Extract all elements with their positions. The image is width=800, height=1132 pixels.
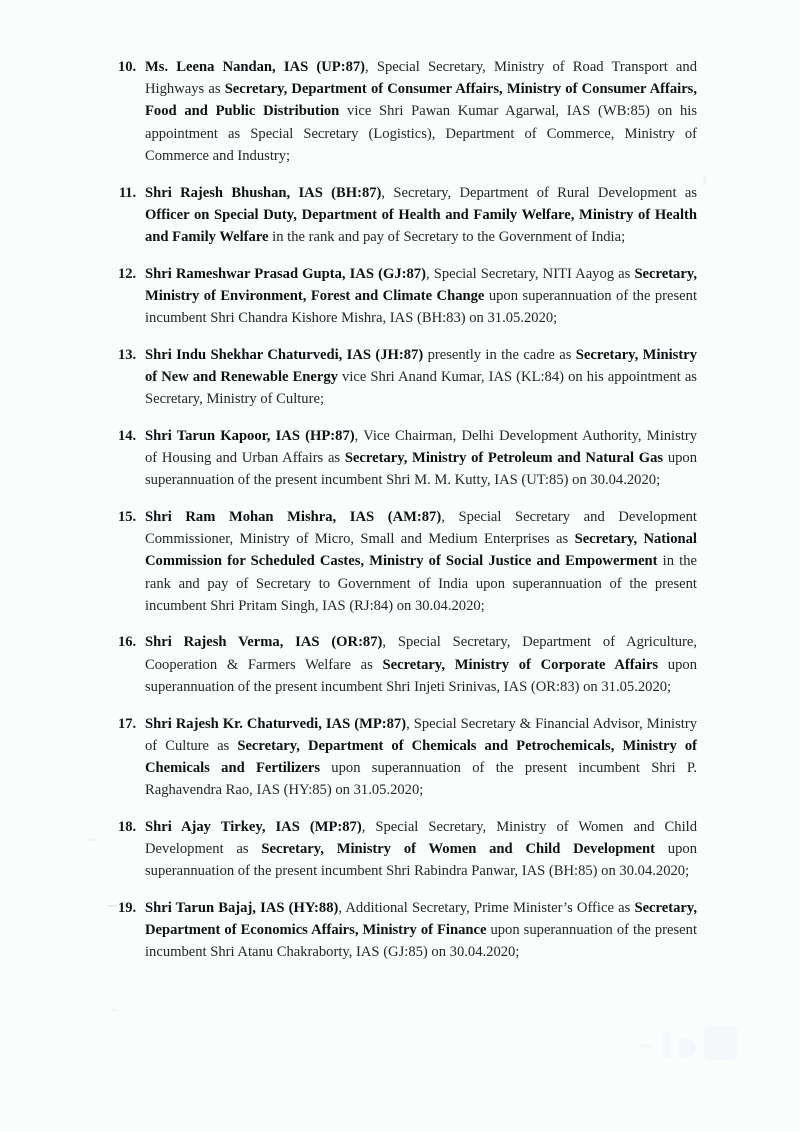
list-item-text: Shri Rameshwar Prasad Gupta, IAS (GJ:87), Special Secretary, NITI Aayog as Secretary, Ministry of Environment, Forest and Climate Change upon superannuation of the present incumbent Shri Chandra Kishore Mishra, IAS (BH:83) on 31.05.2020; — [145, 265, 698, 327]
list-item-number: 16. — [118, 634, 136, 651]
list-item — [113, 263, 697, 330]
list-item-number: 11. — [118, 184, 136, 201]
list-item-text: Shri Rajesh Kr. Chaturvedi, IAS (MP:87), Special Secretary & Financial Advisor, Ministry of Culture as Secretary, Department of Chemicals and Petrochemicals, Ministry of Chemicals and Fertilizers upon superannuation of the present incumbent Shri P. Raghavendra Rao, IAS (HY:85) on 31.05.2020; — [145, 715, 697, 799]
list-item — [113, 425, 697, 492]
scan-speck — [112, 1009, 117, 1011]
list-item-number: 19. — [118, 900, 136, 916]
list-item-text: Shri Indu Shekhar Chaturvedi, IAS (JH:87) presently in the cadre as Secretary, Ministry of New and Renewable Energy vice Shri Anand Kumar, IAS (KL:84) on his appointment as Secretary, Ministry of Culture; — [145, 346, 697, 408]
list-item-text: Shri Rajesh Verma, IAS (OR:87), Special Secretary, Department of Agriculture, Cooperation & Farmers Welfare as Secretary, Ministry of Corporate Affairs upon superannuation of the present incumbent Shri Injeti Srinivas, IAS (OR:83) on 31.05.2020; — [145, 634, 698, 695]
list-item-number: 17. — [118, 715, 136, 732]
list-item — [113, 506, 697, 617]
list-item — [113, 344, 697, 411]
list-item — [113, 631, 697, 698]
list-item — [113, 816, 697, 883]
list-item — [113, 713, 697, 802]
list-item-number: 18. — [118, 818, 136, 835]
list-item-number: 13. — [118, 346, 136, 363]
list-item — [113, 56, 697, 167]
scan-speck — [88, 838, 95, 841]
list-item — [113, 897, 697, 964]
list-item-text: Shri Rajesh Bhushan, IAS (BH:87), Secretary, Department of Rural Development as Officer on Special Duty, Department of Health and Family Welfare, Ministry of Health and Family Welfare in the rank and pay of Secretary to the Government of India; — [145, 184, 698, 245]
ordered-list-appointments — [113, 56, 697, 978]
list-item-number: 14. — [118, 427, 136, 444]
list-item-number: 12. — [118, 265, 136, 282]
list-item-text: Shri Tarun Kapoor, IAS (HP:87), Vice Chairman, Delhi Development Authority, Ministry of Housing and Urban Affairs as Secretary, Ministry of Petroleum and Natural Gas upon superannuation of the present incumbent Shri M. M. Kutty, IAS (UT:85) on 30.04.2020; — [145, 427, 698, 489]
list-item-text: Shri Tarun Bajaj, IAS (HY:88), Additional Secretary, Prime Minister’s Office as Secretary, Department of Economics Affairs, Ministry of Finance upon superannuation of the present incumbent Shri Atanu Chakraborty, IAS (GJ:85) on 30.04.2020; — [145, 900, 698, 961]
list-item-text: Shri Ram Mohan Mishra, IAS (AM:87), Special Secretary and Development Commissioner, Ministry of Micro, Small and Medium Enterprises as Secretary, National Commission for Scheduled Castes, Ministry of Social Justice and Empowerment in the rank and pay of Secretary to Government of India upon superannuation of the present incumbent Shri Pritam Singh, IAS (RJ:84) on 30.04.2020; — [145, 508, 697, 614]
scan-speck — [703, 176, 706, 185]
list-item-number: 10. — [118, 59, 136, 75]
list-item-number: 15. — [118, 508, 136, 525]
page-watermark — [622, 1018, 772, 1080]
list-item-text: Ms. Leena Nandan, IAS (UP:87), Special Secretary, Ministry of Road Transport and Highways as Secretary, Department of Consumer Affairs, Ministry of Consumer Affairs, Food and Public Distribution vice Shri Pawan Kumar Agarwal, IAS (WB:85) on his appointment as Special Secretary (Logistics), Department of Commerce, Ministry of Commerce and Industry; — [145, 59, 698, 164]
list-item — [113, 182, 697, 249]
list-item-text: Shri Ajay Tirkey, IAS (MP:87), Special Secretary, Ministry of Women and Child Development as Secretary, Ministry of Women and Child Development upon superannuation of the present incumbent Shri Rabindra Panwar, IAS (BH:85) on 30.04.2020; — [145, 818, 697, 880]
